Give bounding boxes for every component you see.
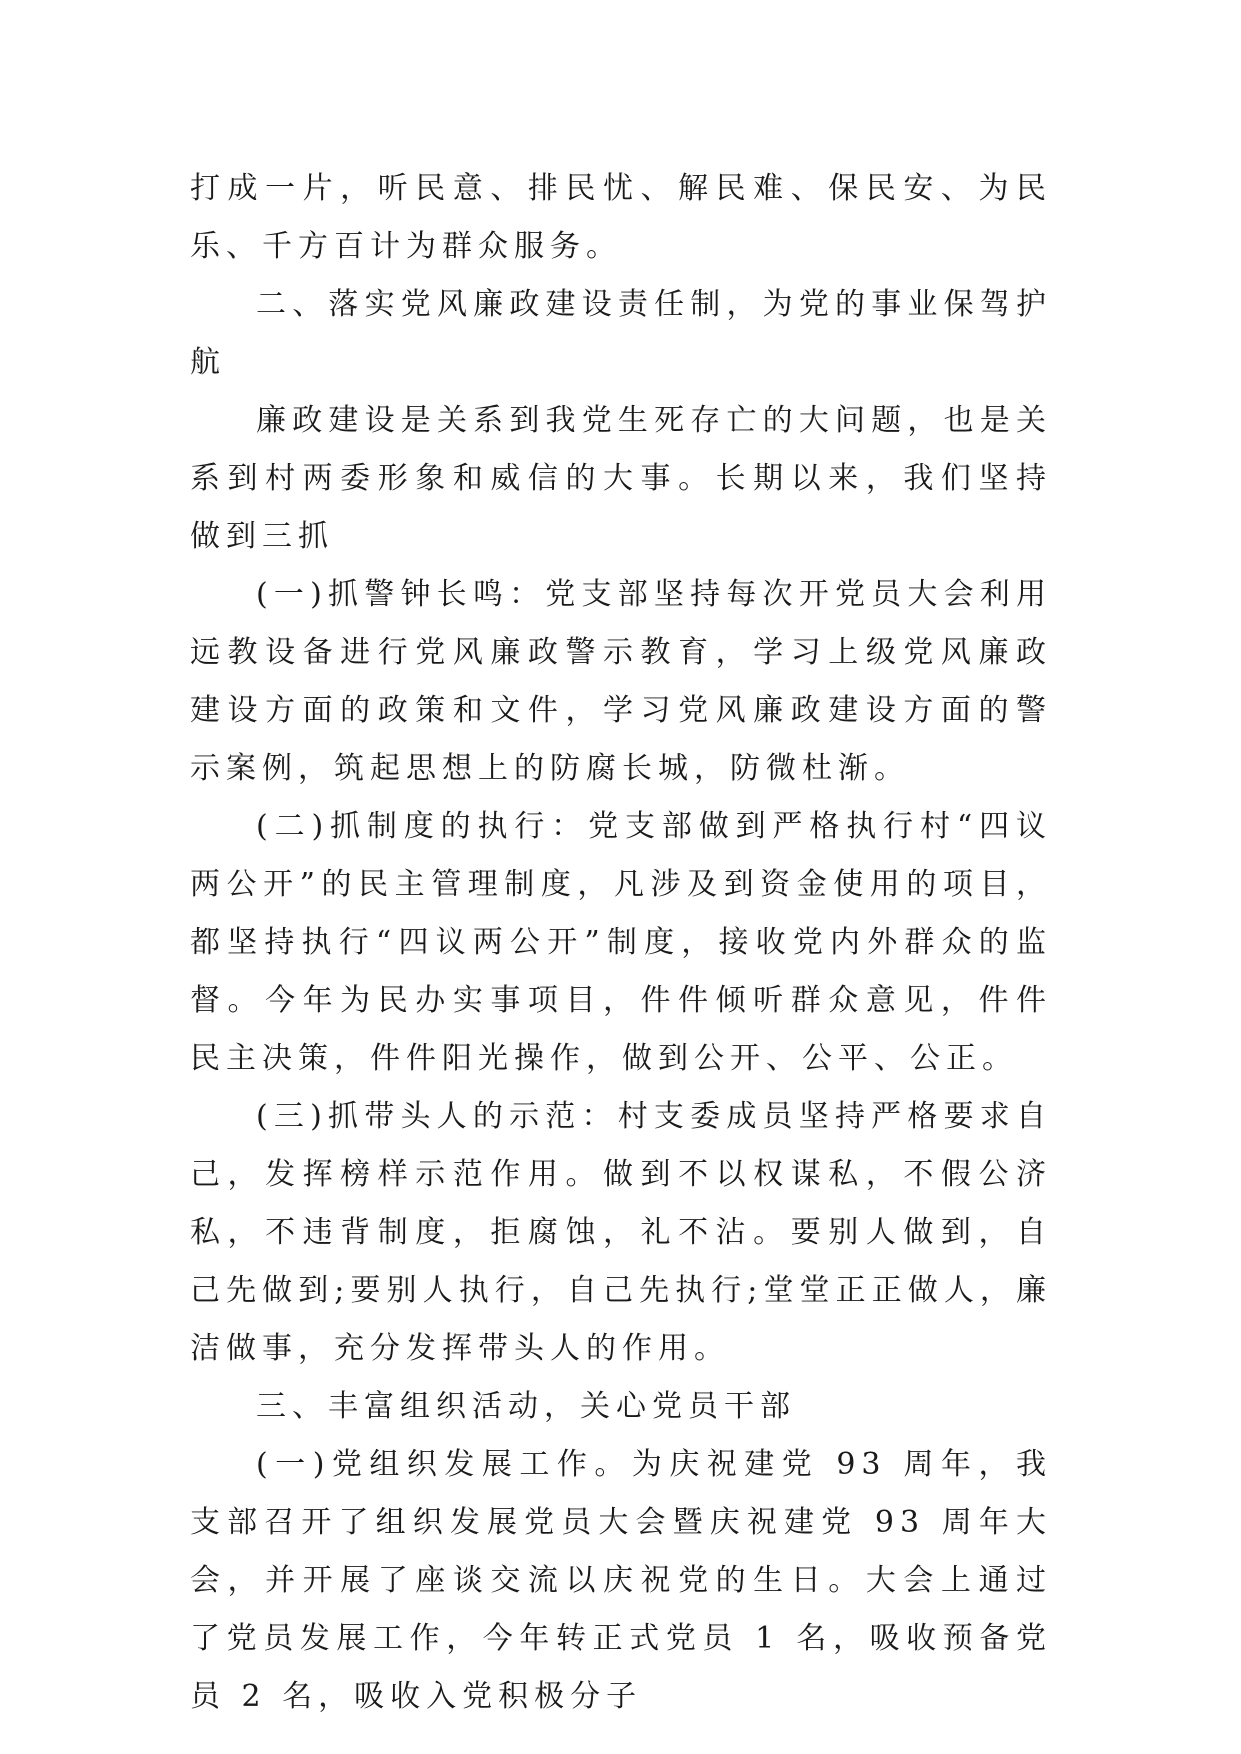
paragraph-integrity-intro: 廉政建设是关系到我党生死存亡的大问题，也是关系到村两委形象和威信的大事。长期以来，我们坚持做到三抓: [190, 403, 1052, 554]
document-body: [190, 160, 1052, 1726]
paragraph-party-development: (一)党组织发展工作。为庆祝建党 93 周年，我支部召开了组织发展党员大会暨庆祝建党 93 周年大会，并开展了座谈交流以庆祝党的生日。大会上通过了党员发展工作，今年转正式党员 1 名，吸收预备党员 2 名，吸收入党积极分子: [190, 1447, 1052, 1714]
section-heading-two: 二、落实党风廉政建设责任制，为党的事业保驾护航: [190, 287, 1052, 380]
paragraph-system-execution: (二)抓制度的执行：党支部做到严格执行村“四议两公开”的民主管理制度，凡涉及到资金使用的项目，都坚持执行“四议两公开”制度，接收党内外群众的监督。今年为民办实事项目，件件倾听群众意见，件件民主决策，件件阳光操作，做到公开、公平、公正。: [190, 809, 1052, 1076]
section-heading-three: 三、丰富组织活动，关心党员干部: [256, 1389, 796, 1424]
paragraph-leader-example: (三)抓带头人的示范：村支委成员坚持严格要求自己，发挥榜样示范作用。做到不以权谋私，不假公济私，不违背制度，拒腐蚀，礼不沾。要别人做到，自己先做到;要别人执行，自己先执行;堂堂正正做人，廉洁做事，充分发挥带头人的作用。: [190, 1099, 1052, 1366]
paragraph-warning-bell: (一)抓警钟长鸣：党支部坚持每次开党员大会利用远教设备进行党风廉政警示教育，学习上级党风廉政建设方面的政策和文件，学习党风廉政建设方面的警示案例，筑起思想上的防腐长城，防微杜渐。: [190, 577, 1052, 786]
paragraph-continuation: 打成一片，听民意、排民忧、解民难、保民安、为民乐、千方百计为群众服务。: [190, 171, 1052, 264]
